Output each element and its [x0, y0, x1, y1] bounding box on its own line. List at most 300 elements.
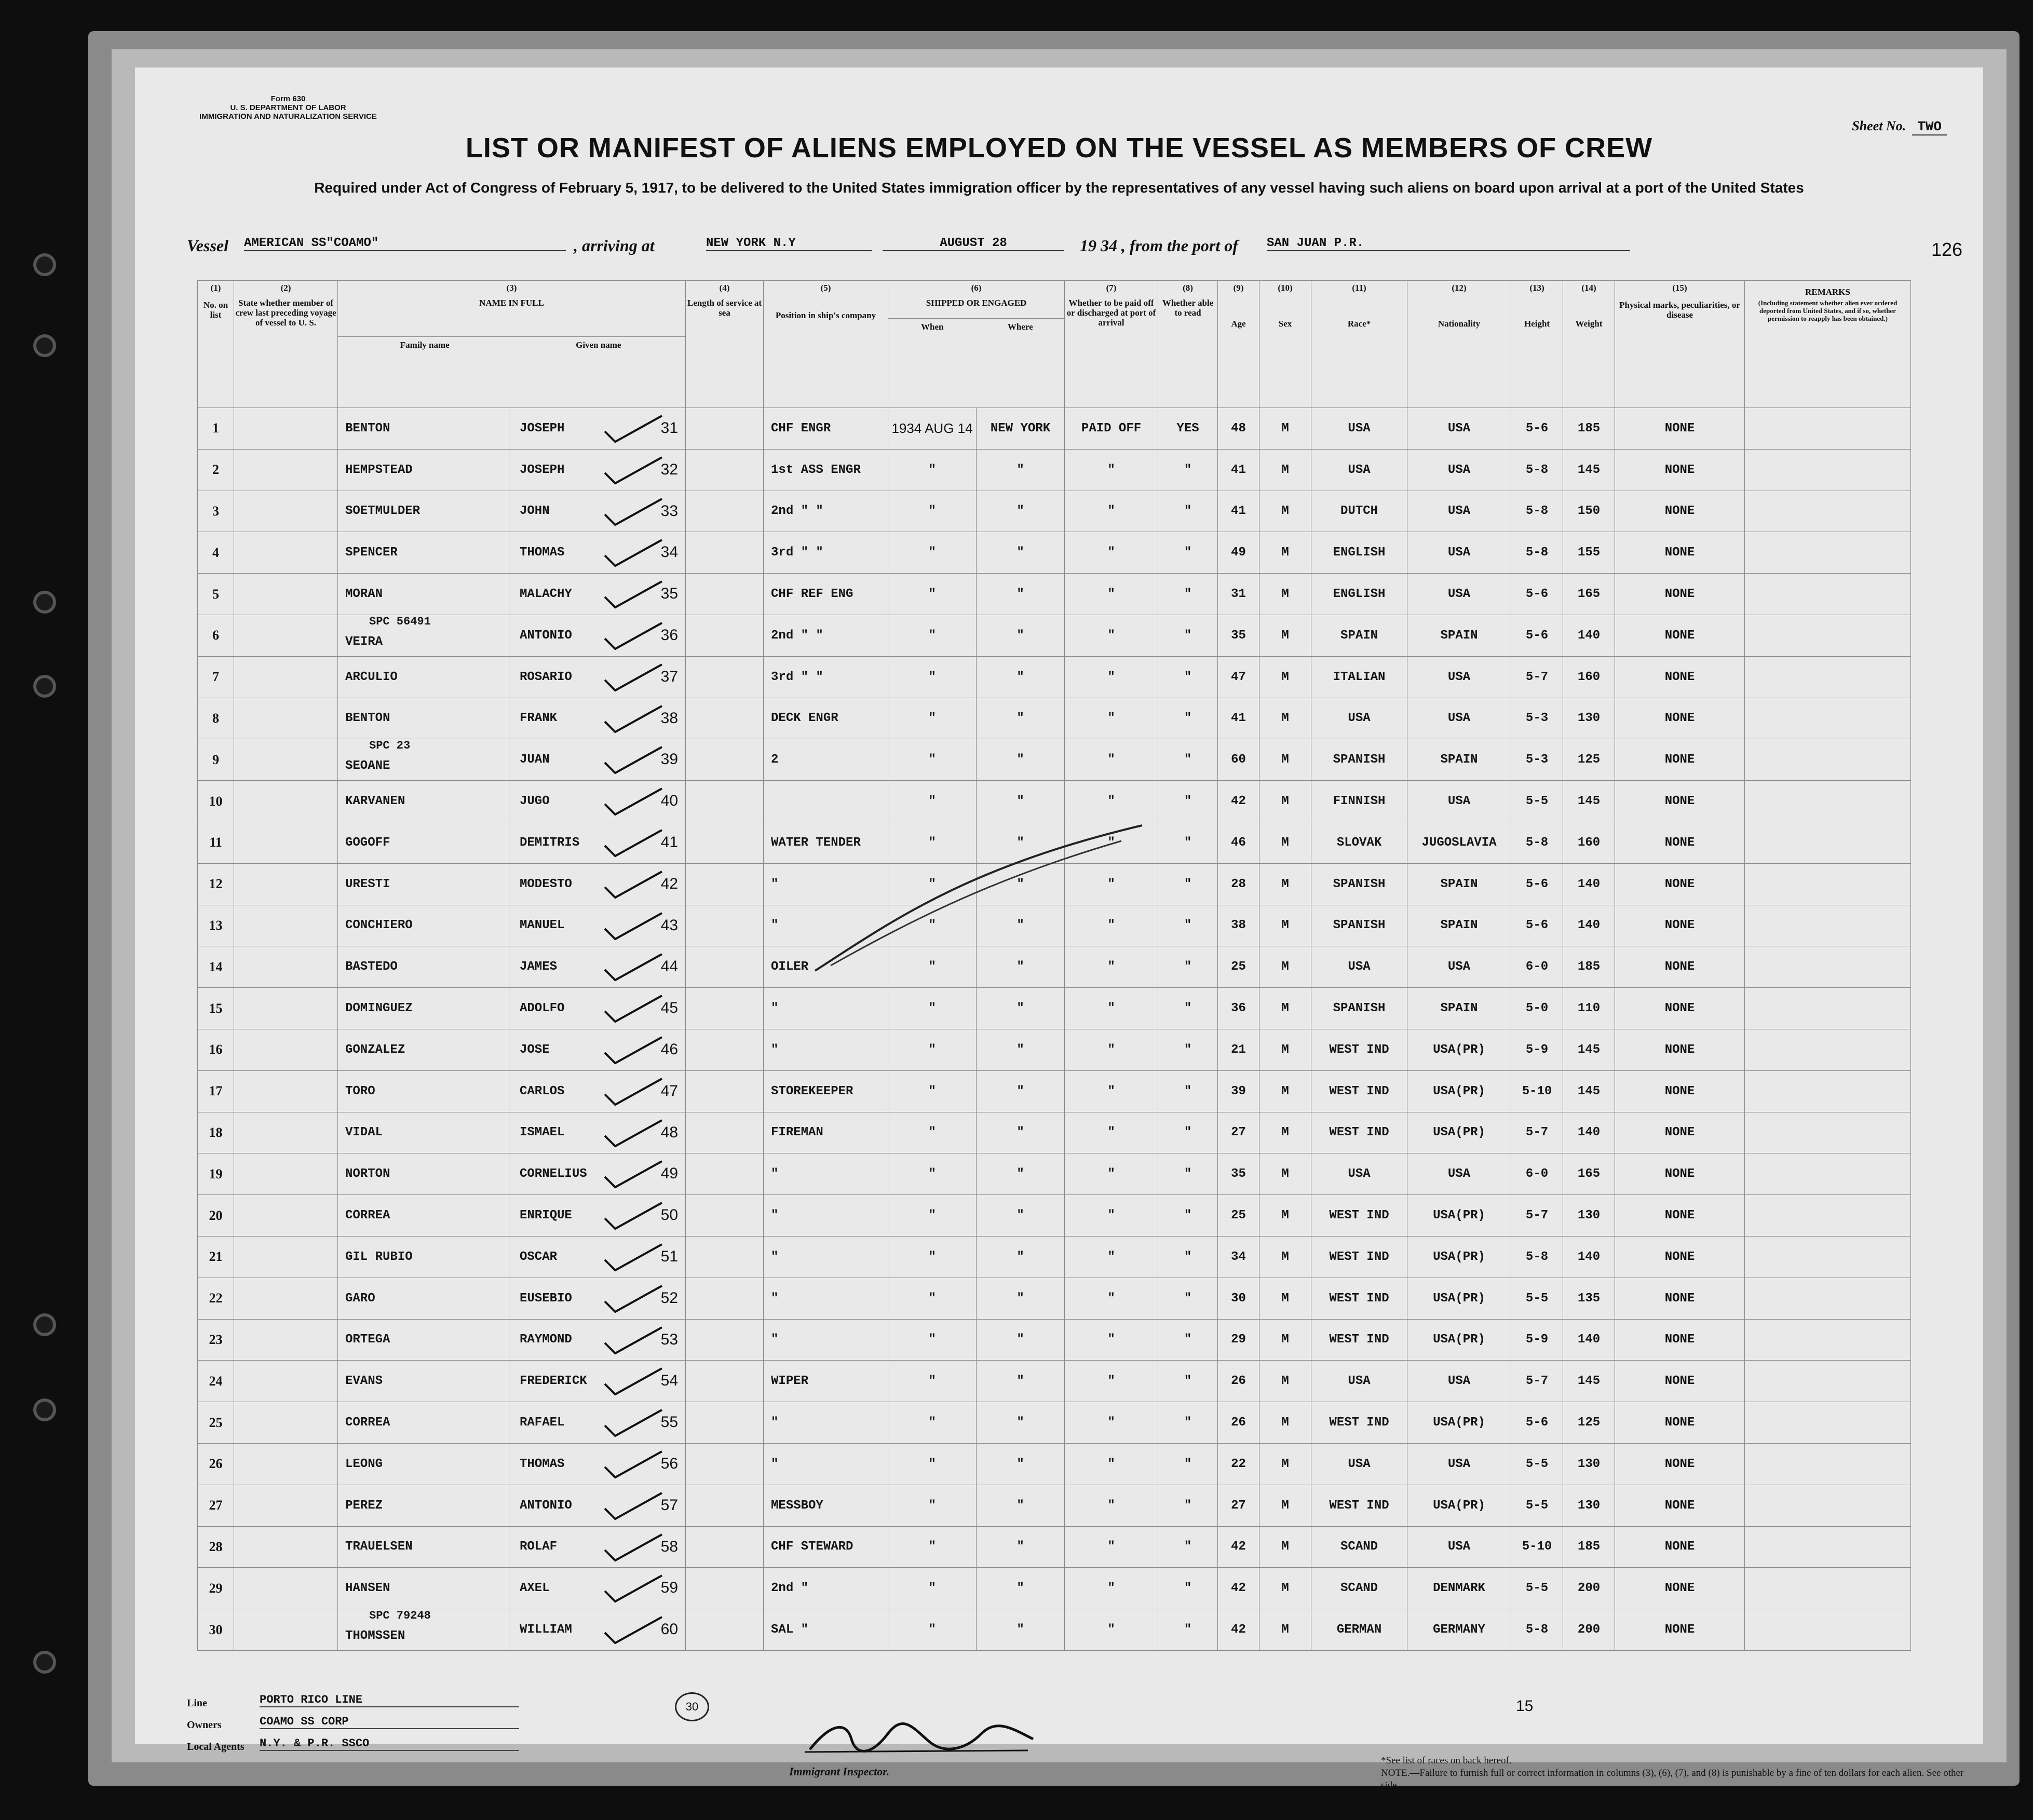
cell-race: DUTCH — [1311, 491, 1407, 532]
cell-length — [686, 1029, 764, 1070]
cell-state — [234, 1361, 338, 1402]
cell-no: 27 — [198, 1485, 234, 1526]
cell-given — [509, 1526, 686, 1568]
given-name: MANUEL — [520, 918, 565, 933]
cell-sex: M — [1259, 1195, 1311, 1237]
cell-position: CHF ENGR — [764, 408, 888, 450]
cell-marks: NONE — [1615, 988, 1745, 1029]
check-mark — [602, 1449, 665, 1480]
cell-read: " — [1158, 988, 1218, 1029]
col-where: Where — [1007, 322, 1033, 332]
cell-weight: 185 — [1563, 946, 1615, 988]
given-name: JOHN — [520, 504, 550, 519]
cell-age: 27 — [1218, 1485, 1259, 1526]
given-name: DEMITRIS — [520, 835, 580, 850]
cell-race: SCAND — [1311, 1526, 1407, 1568]
cell-state — [234, 822, 338, 863]
cell-no: 3 — [198, 491, 234, 532]
col-state: (2) State whether member of crew last preceding voyage of vessel to U. S. — [234, 281, 338, 408]
cell-marks: NONE — [1615, 491, 1745, 532]
cell-sex: M — [1259, 1485, 1311, 1526]
footnotes — [1381, 1755, 1978, 1792]
cell-height: 5-6 — [1511, 574, 1563, 615]
col-shipped: (6) SHIPPED OR ENGAGED When Where — [888, 281, 1065, 408]
cell-no: 29 — [198, 1568, 234, 1609]
cell-where: " — [977, 1609, 1065, 1651]
check-mark — [602, 1283, 665, 1314]
cell-state — [234, 698, 338, 739]
cell-no: 26 — [198, 1443, 234, 1485]
cell-race: WEST IND — [1311, 1278, 1407, 1319]
cell-where: " — [977, 1236, 1065, 1278]
cell-age: 26 — [1218, 1402, 1259, 1444]
table-row — [198, 574, 1911, 615]
cell-height: 5-5 — [1511, 781, 1563, 822]
table-row — [198, 1568, 1911, 1609]
cell-weight: 140 — [1563, 615, 1615, 656]
cell-age: 47 — [1218, 656, 1259, 698]
line-value: PORTO RICO LINE — [260, 1693, 519, 1707]
cell-nat: USA — [1407, 449, 1511, 491]
cell-remarks — [1745, 988, 1911, 1029]
cell-where: " — [977, 822, 1065, 863]
cell-age: 26 — [1218, 1361, 1259, 1402]
cell-position: " — [764, 1029, 888, 1070]
cell-read: " — [1158, 946, 1218, 988]
cell-weight: 130 — [1563, 1443, 1615, 1485]
cell-nat: USA — [1407, 491, 1511, 532]
cell-marks: NONE — [1615, 946, 1745, 988]
cell-marks: NONE — [1615, 822, 1745, 863]
cell-remarks — [1745, 946, 1911, 988]
cell-marks: NONE — [1615, 1195, 1745, 1237]
cell-race: SLOVAK — [1311, 822, 1407, 863]
col-family: Family name — [400, 340, 450, 350]
cell-marks: NONE — [1615, 1609, 1745, 1651]
cell-paid: " — [1065, 1153, 1158, 1195]
cell-remarks — [1745, 1568, 1911, 1609]
cell-nat: GERMANY — [1407, 1609, 1511, 1651]
cell-read: " — [1158, 1568, 1218, 1609]
cell-nat: USA — [1407, 1526, 1511, 1568]
cell-sex: M — [1259, 408, 1311, 450]
header-row — [198, 281, 1911, 408]
cell-when: " — [888, 615, 977, 656]
cell-when: " — [888, 532, 977, 574]
cell-state — [234, 1070, 338, 1112]
col-no: (1) No. on list — [198, 281, 234, 408]
cell-length — [686, 1443, 764, 1485]
cell-age: 42 — [1218, 1526, 1259, 1568]
cell-family: SPENCER — [338, 532, 509, 574]
cell-sex: M — [1259, 1361, 1311, 1402]
col-sex: (10) Sex — [1259, 281, 1311, 408]
cell-state — [234, 1402, 338, 1444]
cell-nat: USA — [1407, 1153, 1511, 1195]
cell-position: OILER — [764, 946, 888, 988]
cell-race: USA — [1311, 408, 1407, 450]
check-mark — [602, 1366, 665, 1397]
manifest-sheet — [135, 67, 1983, 1791]
col-length: (4) Length of service at sea — [686, 281, 764, 408]
cell-height: 5-3 — [1511, 698, 1563, 739]
inspector-signature — [799, 1718, 1038, 1760]
cell-sex: M — [1259, 1070, 1311, 1112]
col-name: (3) NAME IN FULL Family name Given name — [338, 281, 686, 408]
cell-marks: NONE — [1615, 408, 1745, 450]
cell-state — [234, 1485, 338, 1526]
check-mark — [602, 620, 665, 651]
cell-weight: 145 — [1563, 781, 1615, 822]
cell-sex: M — [1259, 988, 1311, 1029]
cell-age: 46 — [1218, 822, 1259, 863]
cell-read: YES — [1158, 408, 1218, 450]
cell-state — [234, 449, 338, 491]
pencil-tally: 15 — [1516, 1697, 1534, 1715]
cell-height: 5-6 — [1511, 615, 1563, 656]
cell-marks: NONE — [1615, 574, 1745, 615]
check-mark — [602, 1407, 665, 1438]
cell-weight: 140 — [1563, 863, 1615, 905]
cell-when: " — [888, 946, 977, 988]
cell-no: 23 — [198, 1319, 234, 1361]
cell-family: VIDAL — [338, 1112, 509, 1153]
cell-position: " — [764, 1195, 888, 1237]
cell-length — [686, 1319, 764, 1361]
cell-weight: 110 — [1563, 988, 1615, 1029]
cell-given — [509, 1402, 686, 1444]
cell-given — [509, 1319, 686, 1361]
cell-race: USA — [1311, 1361, 1407, 1402]
cell-remarks — [1745, 1112, 1911, 1153]
sequence-number: 57 — [660, 1496, 679, 1514]
cell-marks: NONE — [1615, 1361, 1745, 1402]
cell-remarks — [1745, 449, 1911, 491]
cell-family: CORREA — [338, 1402, 509, 1444]
cell-read: " — [1158, 1153, 1218, 1195]
table-row — [198, 491, 1911, 532]
cell-paid: " — [1065, 698, 1158, 739]
cell-length — [686, 1402, 764, 1444]
cell-position: 2nd " " — [764, 491, 888, 532]
binder-hole — [33, 334, 56, 357]
cell-given — [509, 491, 686, 532]
cell-height: 5-8 — [1511, 1236, 1563, 1278]
cell-no: 10 — [198, 781, 234, 822]
cell-when: " — [888, 1361, 977, 1402]
cell-age: 42 — [1218, 1568, 1259, 1609]
cell-nat: DENMARK — [1407, 1568, 1511, 1609]
check-mark — [602, 911, 665, 942]
given-name: EUSEBIO — [520, 1291, 572, 1306]
cell-weight: 165 — [1563, 574, 1615, 615]
cell-where: " — [977, 1029, 1065, 1070]
cell-when: " — [888, 1278, 977, 1319]
cell-paid: " — [1065, 449, 1158, 491]
vessel-name: AMERICAN SS"COAMO" — [244, 236, 566, 251]
col-remarks: REMARKS (Including statement whether alien ever ordered deported from United States, and if so, whether permission to reapply has been obtained.) — [1745, 281, 1911, 408]
binder-hole — [33, 253, 56, 276]
handwritten-stroke — [810, 820, 1147, 976]
given-name: ANTONIO — [520, 628, 572, 643]
cell-family: BENTON — [338, 408, 509, 450]
cell-race: SCAND — [1311, 1568, 1407, 1609]
cell-length — [686, 905, 764, 946]
cell-height: 5-10 — [1511, 1070, 1563, 1112]
cell-position: 2nd " — [764, 1568, 888, 1609]
cell-weight: 140 — [1563, 1236, 1615, 1278]
cell-state — [234, 1568, 338, 1609]
given-name: THOMAS — [520, 546, 565, 560]
cell-given — [509, 1361, 686, 1402]
cell-given — [509, 656, 686, 698]
cell-paid: " — [1065, 781, 1158, 822]
sequence-number: 58 — [660, 1538, 679, 1555]
cell-race: ENGLISH — [1311, 574, 1407, 615]
check-mark — [602, 1035, 665, 1066]
cell-where: " — [977, 863, 1065, 905]
cell-weight: 145 — [1563, 1070, 1615, 1112]
cell-read: " — [1158, 1070, 1218, 1112]
cell-paid: " — [1065, 905, 1158, 946]
cell-age: 31 — [1218, 574, 1259, 615]
cell-marks: NONE — [1615, 1443, 1745, 1485]
table-row — [198, 1485, 1911, 1526]
cell-position: " — [764, 1236, 888, 1278]
cell-sex: M — [1259, 698, 1311, 739]
cell-when: " — [888, 988, 977, 1029]
cell-family — [338, 615, 509, 656]
cell-family: PEREZ — [338, 1485, 509, 1526]
cell-age: 39 — [1218, 1070, 1259, 1112]
cell-age: 42 — [1218, 781, 1259, 822]
cell-given — [509, 822, 686, 863]
cell-sex: M — [1259, 1153, 1311, 1195]
sequence-number: 47 — [660, 1082, 679, 1099]
check-mark — [602, 537, 665, 568]
cell-weight: 135 — [1563, 1278, 1615, 1319]
cell-where: " — [977, 1070, 1065, 1112]
given-name: CARLOS — [520, 1084, 565, 1098]
cell-race: ENGLISH — [1311, 532, 1407, 574]
cell-marks: NONE — [1615, 739, 1745, 781]
cell-remarks — [1745, 1485, 1911, 1526]
cell-length — [686, 1153, 764, 1195]
cell-when: " — [888, 698, 977, 739]
cell-where: " — [977, 1485, 1065, 1526]
cell-nat: USA — [1407, 532, 1511, 574]
cell-paid: " — [1065, 822, 1158, 863]
cell-given — [509, 781, 686, 822]
cell-when: " — [888, 1443, 977, 1485]
cell-sex: M — [1259, 1526, 1311, 1568]
cell-age: 25 — [1218, 1195, 1259, 1237]
cell-length — [686, 1278, 764, 1319]
check-mark — [602, 869, 665, 900]
cell-length — [686, 1112, 764, 1153]
cell-remarks — [1745, 1609, 1911, 1651]
cell-nat: USA — [1407, 656, 1511, 698]
cell-family: GIL RUBIO — [338, 1236, 509, 1278]
given-name: JAMES — [520, 960, 558, 974]
table-row — [198, 1153, 1911, 1195]
cell-sex: M — [1259, 1568, 1311, 1609]
cell-sex: M — [1259, 1609, 1311, 1651]
table-row — [198, 1029, 1911, 1070]
cell-race: WEST IND — [1311, 1070, 1407, 1112]
table-row — [198, 449, 1911, 491]
cell-no: 17 — [198, 1070, 234, 1112]
check-mark — [602, 1325, 665, 1356]
cell-marks: NONE — [1615, 1112, 1745, 1153]
cell-paid: " — [1065, 656, 1158, 698]
cell-when: " — [888, 1153, 977, 1195]
check-mark — [602, 1573, 665, 1604]
cell-height: 5-6 — [1511, 1402, 1563, 1444]
cell-weight: 145 — [1563, 449, 1615, 491]
cell-family: DOMINGUEZ — [338, 988, 509, 1029]
cell-height: 6-0 — [1511, 946, 1563, 988]
cell-nat: USA(PR) — [1407, 1402, 1511, 1444]
cell-sex: M — [1259, 905, 1311, 946]
cell-read: " — [1158, 1029, 1218, 1070]
cell-race: WEST IND — [1311, 1402, 1407, 1444]
cell-height: 5-8 — [1511, 822, 1563, 863]
cell-no: 15 — [198, 988, 234, 1029]
table-row — [198, 615, 1911, 656]
cell-sex: M — [1259, 656, 1311, 698]
cell-age: 41 — [1218, 449, 1259, 491]
given-name: OSCAR — [520, 1249, 558, 1264]
cell-when: " — [888, 656, 977, 698]
cell-sex: M — [1259, 1278, 1311, 1319]
cell-where: " — [977, 739, 1065, 781]
sequence-number: 56 — [660, 1455, 679, 1472]
cell-read: " — [1158, 1112, 1218, 1153]
cell-read: " — [1158, 822, 1218, 863]
cell-remarks — [1745, 739, 1911, 781]
cell-length — [686, 1361, 764, 1402]
cell-where: " — [977, 1278, 1065, 1319]
cell-family — [338, 1609, 509, 1651]
sequence-number: 44 — [660, 958, 679, 975]
cell-race: WEST IND — [1311, 1112, 1407, 1153]
given-name: ROLAF — [520, 1540, 558, 1554]
cell-race: SPANISH — [1311, 739, 1407, 781]
cell-no: 19 — [198, 1153, 234, 1195]
cell-height: 6-0 — [1511, 1153, 1563, 1195]
table-row — [198, 1195, 1911, 1237]
cell-when: " — [888, 1319, 977, 1361]
cell-sex: M — [1259, 532, 1311, 574]
cell-marks: NONE — [1615, 1070, 1745, 1112]
cell-sex: M — [1259, 1236, 1311, 1278]
cell-sex: M — [1259, 449, 1311, 491]
table-row — [198, 1070, 1911, 1112]
cell-age: 28 — [1218, 863, 1259, 905]
cell-where: " — [977, 1112, 1065, 1153]
cell-marks: NONE — [1615, 1029, 1745, 1070]
cell-race: GERMAN — [1311, 1609, 1407, 1651]
given-name: ENRIQUE — [520, 1208, 572, 1223]
sequence-number: 59 — [660, 1579, 679, 1597]
cell-position: CHF REF ENG — [764, 574, 888, 615]
cell-read: " — [1158, 739, 1218, 781]
cell-state — [234, 656, 338, 698]
cell-weight: 165 — [1563, 1153, 1615, 1195]
cell-marks: NONE — [1615, 1485, 1745, 1526]
agents-value: N.Y. & P.R. SSCO — [260, 1737, 519, 1751]
given-name: MODESTO — [520, 877, 572, 891]
cell-paid: " — [1065, 1485, 1158, 1526]
cell-family: TORO — [338, 1070, 509, 1112]
cell-height: 5-8 — [1511, 532, 1563, 574]
cell-given — [509, 1112, 686, 1153]
cell-where: " — [977, 781, 1065, 822]
sequence-number: 52 — [660, 1289, 679, 1307]
cell-nat: JUGOSLAVIA — [1407, 822, 1511, 863]
binder-hole — [33, 1651, 56, 1674]
cell-when: " — [888, 1029, 977, 1070]
arrival-date: AUGUST 28 — [883, 236, 1064, 251]
note-fine: NOTE.—Failure to furnish full or correct information in columns (3), (6), (7), and (8) is punishable by a fine of ten dollars for each alien. See other side. — [1381, 1768, 1964, 1791]
cell-position: " — [764, 905, 888, 946]
table-row — [198, 1236, 1911, 1278]
cell-age: 29 — [1218, 1319, 1259, 1361]
cell-remarks — [1745, 1153, 1911, 1195]
given-name: ADOLFO — [520, 1001, 565, 1016]
cell-sex: M — [1259, 1443, 1311, 1485]
table-row — [198, 1609, 1911, 1651]
sequence-number: 48 — [660, 1123, 679, 1141]
cell-length — [686, 491, 764, 532]
cell-remarks — [1745, 1278, 1911, 1319]
cell-no: 22 — [198, 1278, 234, 1319]
given-name: WILLIAM — [520, 1623, 572, 1637]
cell-remarks — [1745, 781, 1911, 822]
cell-given — [509, 1153, 686, 1195]
page-subtitle: Required under Act of Congress of February 5, 1917, to be delivered to the United States immigration officer by the representatives of any vessel having such aliens on board upon arrival at a port of the United States — [314, 180, 1804, 196]
cell-when: " — [888, 491, 977, 532]
cell-position: 2 — [764, 739, 888, 781]
sequence-number: 53 — [660, 1330, 679, 1348]
cell-marks: NONE — [1615, 1236, 1745, 1278]
cell-length — [686, 781, 764, 822]
table-row — [198, 656, 1911, 698]
cell-where: " — [977, 656, 1065, 698]
given-name: JUGO — [520, 794, 550, 809]
cell-length — [686, 1568, 764, 1609]
cell-state — [234, 1609, 338, 1651]
cell-paid: PAID OFF — [1065, 408, 1158, 450]
sequence-number: 46 — [660, 1040, 679, 1058]
cell-length — [686, 739, 764, 781]
cell-family: URESTI — [338, 863, 509, 905]
cell-weight: 185 — [1563, 408, 1615, 450]
cell-position: STOREKEEPER — [764, 1070, 888, 1112]
col-when: When — [921, 322, 944, 332]
cell-where: " — [977, 1443, 1065, 1485]
cell-when: " — [888, 1402, 977, 1444]
cell-when: " — [888, 1195, 977, 1237]
cell-position — [764, 781, 888, 822]
cell-marks: NONE — [1615, 1568, 1745, 1609]
cell-remarks — [1745, 1443, 1911, 1485]
cell-position: " — [764, 988, 888, 1029]
table-row — [198, 1361, 1911, 1402]
cell-nat: USA — [1407, 946, 1511, 988]
table-row — [198, 1319, 1911, 1361]
